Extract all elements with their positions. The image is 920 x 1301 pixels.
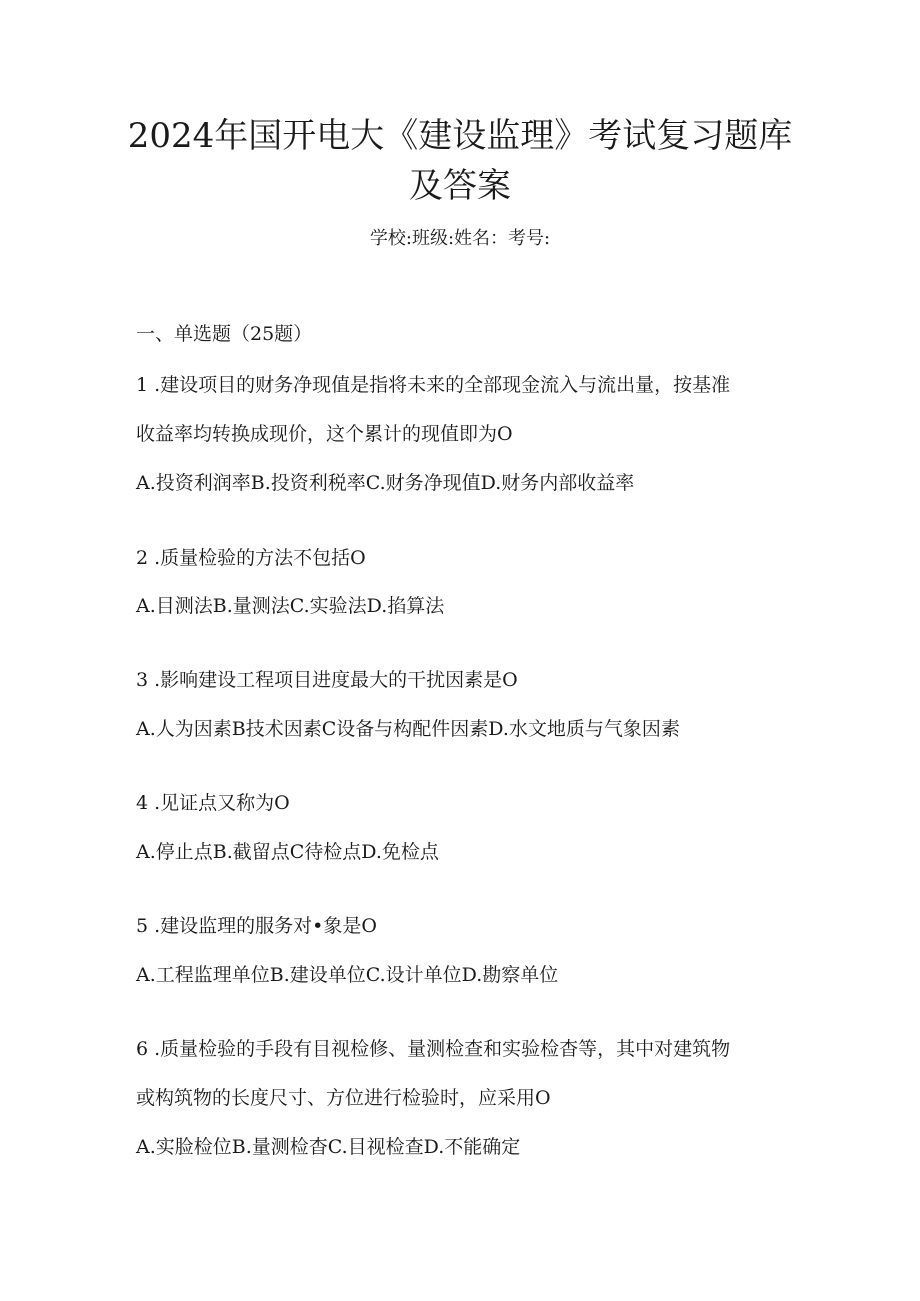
document-title-line-2: 及答案 bbox=[409, 166, 511, 206]
section-heading: 一、单选题（25题） bbox=[136, 323, 313, 345]
question-3-options: A.人为因素B技术因素C设备与构配件因素D.水文地质与气象因素 bbox=[136, 718, 680, 740]
question-6-options: A.实脸检位B.量测检杳C.目视检查D.不能确定 bbox=[136, 1136, 521, 1158]
question-4-line-1: 4 .见证点又称为O bbox=[136, 792, 290, 814]
question-6-line-2: 或构筑物的长度尺寸、方位进行检验时，应采用O bbox=[136, 1087, 551, 1109]
question-6-line-1: 6 .质量检验的手段有目视检修、量测检查和实验检杳等，其中对建筑物 bbox=[136, 1038, 731, 1060]
question-5-options: A.工程监理单位B.建设单位C.设计单位D.勘察单位 bbox=[136, 964, 559, 986]
question-5-line-1: 5 .建设监理的服务对•象是O bbox=[136, 915, 377, 937]
question-1-line-1: 1 .建设项目的财务净现值是指将未来的全部现金流入与流出量，按基准 bbox=[136, 374, 731, 396]
question-2-options: A.目测法B.量测法C.实验法D.掐算法 bbox=[136, 595, 445, 617]
question-4-options: A.停止点B.截留点C待检点D.免检点 bbox=[136, 841, 439, 863]
question-2-line-1: 2 .质量检验的方法不包括O bbox=[136, 547, 366, 569]
question-1-options: A.投资利润率B.投资利税率C.财务净现值D.财务内部收益率 bbox=[136, 472, 635, 494]
question-1-line-2: 收益率均转换成现价，这个累计的现值即为O bbox=[136, 423, 513, 445]
question-3-line-1: 3 .影响建设工程项目进度最大的干扰因素是O bbox=[136, 669, 518, 691]
document-title-line-1: 2024年国开电大《建设监理》考试复习题库 bbox=[127, 116, 793, 156]
student-info-line: 学校:班级:姓名：考号: bbox=[369, 228, 551, 249]
